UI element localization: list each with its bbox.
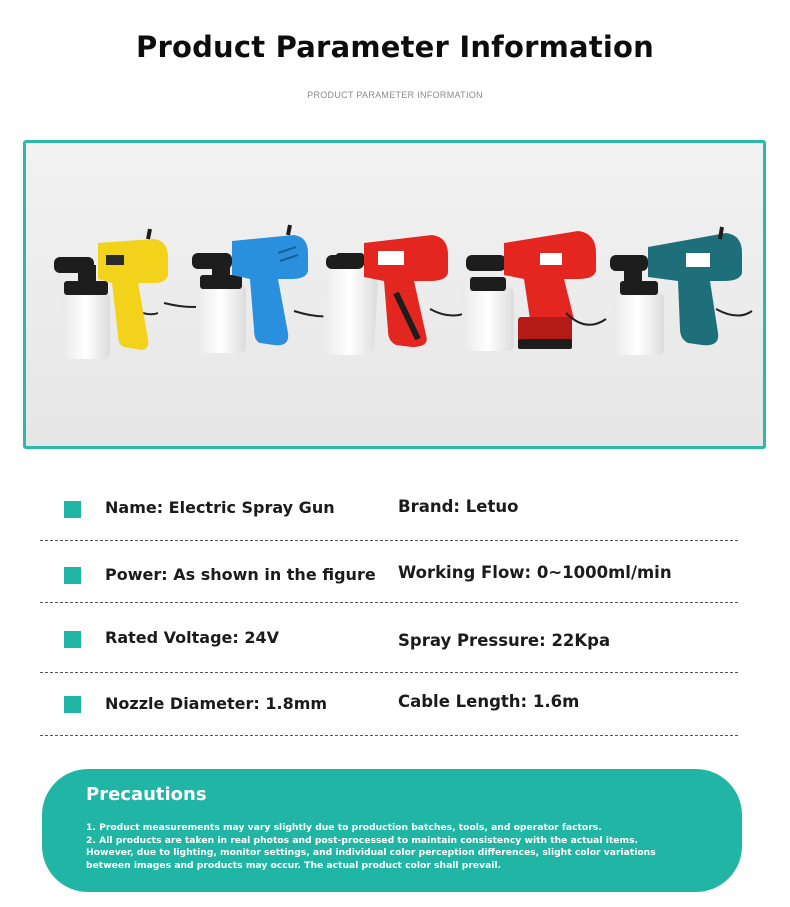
dashed-divider xyxy=(40,602,738,603)
param-row xyxy=(40,478,738,540)
bullet-square xyxy=(64,696,81,713)
param-row xyxy=(40,604,738,666)
param-spray-pressure: Spray Pressure: 22Kpa xyxy=(398,631,611,650)
spray-guns-illustration xyxy=(26,143,763,446)
precaution-line: 2. All products are taken in real photos and post-processed to maintain consistency with the actual items. xyxy=(86,834,639,846)
param-power: Power: As shown in the figure xyxy=(105,565,376,584)
dashed-divider xyxy=(40,672,738,673)
param-row xyxy=(40,674,738,736)
bullet-square xyxy=(64,501,81,518)
param-nozzle-diameter: Nozzle Diameter: 1.8mm xyxy=(105,694,328,713)
bullet-square xyxy=(64,567,81,584)
precautions-panel xyxy=(42,769,742,892)
precaution-line: 1. Product measurements may vary slightly due to production batches, tools, and operator factors. xyxy=(86,822,602,833)
page-subtitle: PRODUCT PARAMETER INFORMATION xyxy=(307,90,483,100)
precautions-title: Precautions xyxy=(86,784,207,805)
precaution-line: However, due to lighting, monitor settings, and individual color perception differences, slight color variations xyxy=(86,847,656,858)
dashed-divider xyxy=(40,540,738,541)
precautions-body xyxy=(86,822,726,872)
precaution-line: between images and products may occur. The actual product color shall prevail. xyxy=(86,859,502,871)
product-photo xyxy=(23,140,766,449)
param-working-flow: Working Flow: 0~1000ml/min xyxy=(398,563,672,582)
param-rated-voltage: Rated Voltage: 24V xyxy=(105,628,279,647)
page-title: Product Parameter Information xyxy=(135,30,654,64)
param-brand: Brand: Letuo xyxy=(398,497,519,516)
bullet-square xyxy=(64,631,81,648)
dashed-divider xyxy=(40,735,738,736)
param-cable-length: Cable Length: 1.6m xyxy=(398,692,580,711)
param-name: Name: Electric Spray Gun xyxy=(105,498,335,517)
param-row xyxy=(40,542,738,604)
